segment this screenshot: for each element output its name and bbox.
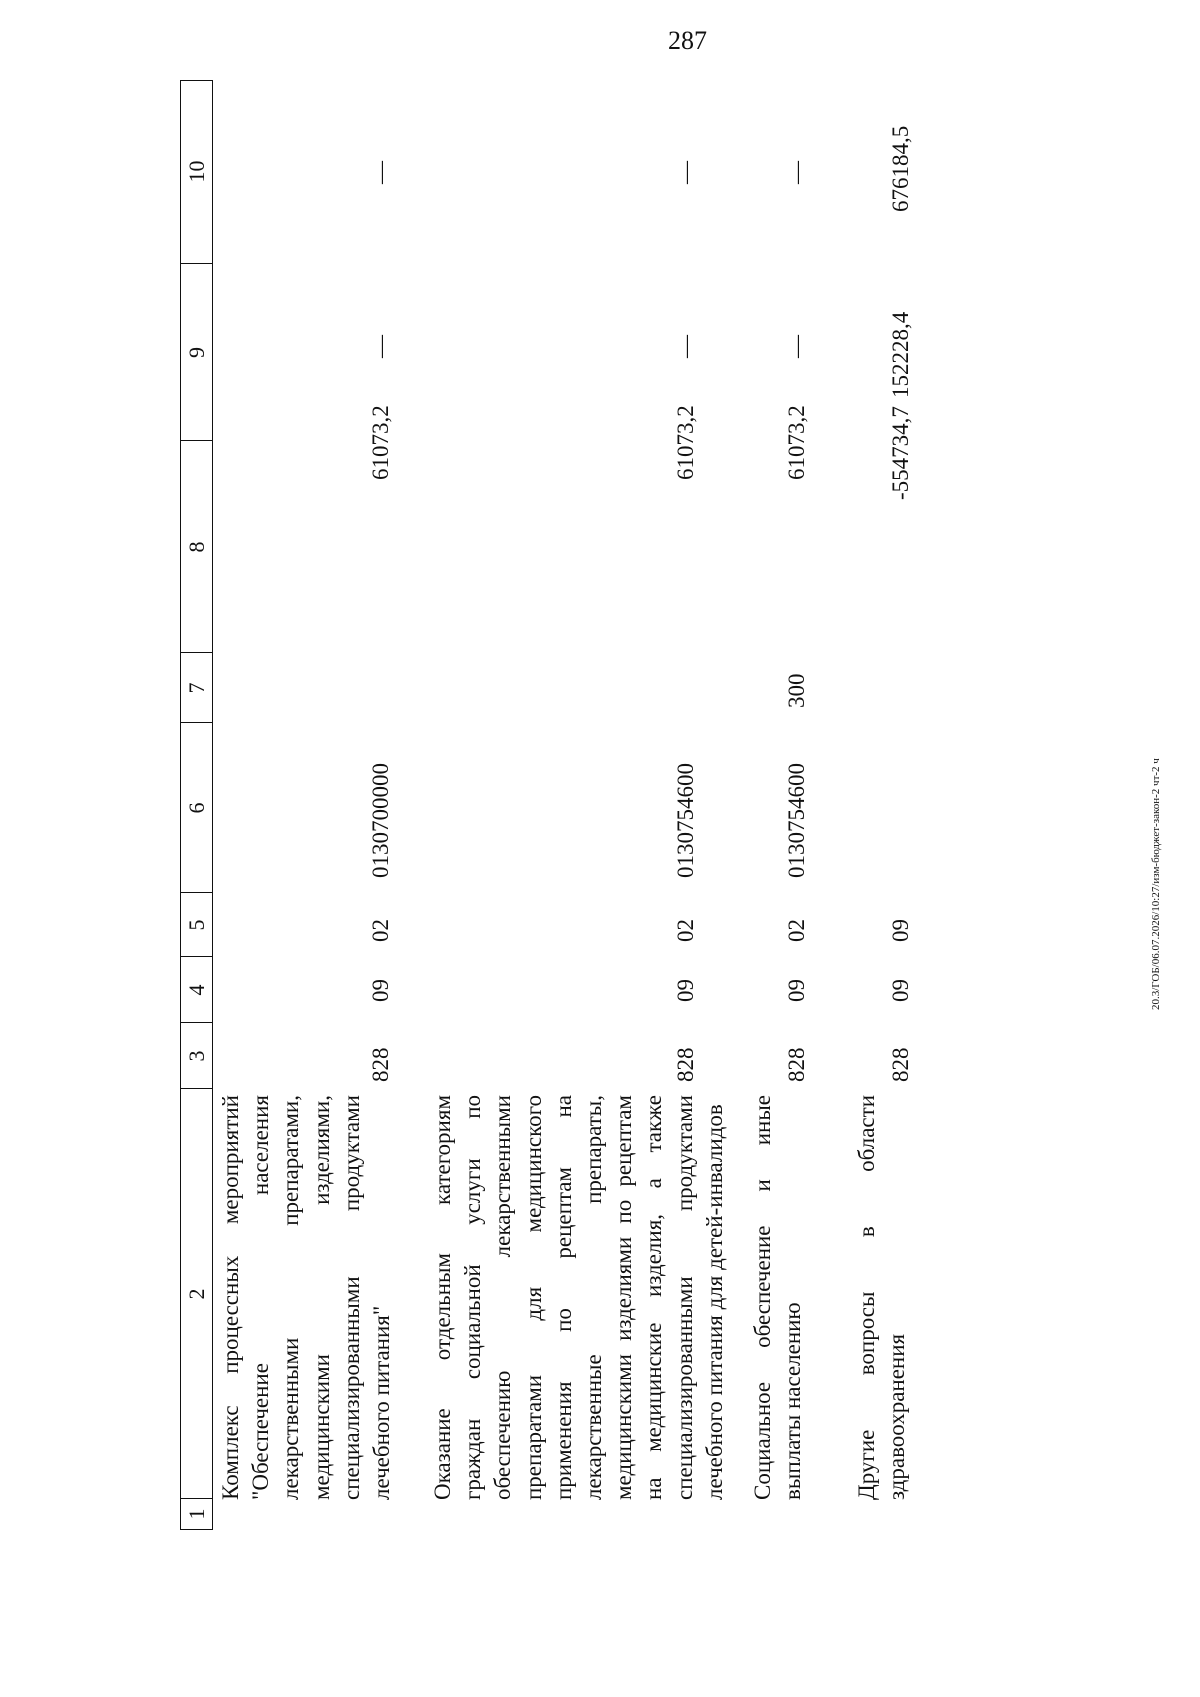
cell-col-5: 02 — [784, 919, 809, 942]
budget-table — [180, 80, 1200, 1530]
header-col-4: 4 — [184, 984, 209, 996]
cell-col-4: 09 — [368, 979, 393, 1002]
table-row — [216, 80, 406, 1530]
cell-col-8: 61073,2 — [673, 405, 698, 480]
cell-col-6: 0130754600 — [784, 763, 809, 878]
header-col-3: 3 — [184, 1050, 209, 1062]
header-col-9: 9 — [184, 347, 209, 358]
row-description: Оказание отдельным категориям граждан социальной услуги по обеспечению лекарственными препаратами для медицинского применения по рецептам на лекарственные препараты, медицинскими изделиями по рецептам на медицинские изделия, а также специализированными продуктами лечебного питания для детей-инвалидов — [430, 1095, 727, 1500]
header-col-6: 6 — [184, 802, 209, 814]
header-col-7: 7 — [184, 682, 209, 694]
header-col-5: 5 — [184, 919, 209, 931]
header-col-10: 10 — [184, 160, 209, 183]
cell-col-4: 09 — [673, 979, 698, 1002]
cell-col-5: 02 — [673, 919, 698, 942]
page-number: 287 — [668, 26, 707, 55]
cell-col-7: 300 — [784, 673, 809, 708]
cell-col-10: — — [673, 161, 698, 184]
cell-col-3: 828 — [784, 1047, 809, 1082]
table-row — [852, 80, 922, 1530]
cell-col-4: 09 — [888, 979, 913, 1002]
footer-document-code: 20.3/ГОБ/06.07.2026/10:27/изм-бюджет-закон-2 чт-2 ч — [1150, 758, 1162, 1010]
cell-col-5: 02 — [368, 919, 393, 942]
cell-col-8: 61073,2 — [368, 405, 393, 480]
row-description: Другие вопросы в области здравоохранения — [854, 1095, 910, 1500]
cell-col-8: 61073,2 — [784, 405, 809, 480]
header-col-8: 8 — [184, 541, 209, 553]
cell-col-10: — — [784, 161, 809, 184]
cell-col-10: — — [368, 161, 393, 184]
cell-col-9: — — [784, 335, 809, 358]
cell-col-9: — — [368, 335, 393, 358]
cell-col-3: 828 — [368, 1047, 393, 1082]
cell-col-3: 828 — [888, 1047, 913, 1082]
table-row — [748, 80, 818, 1530]
header-col-2: 2 — [184, 1288, 209, 1300]
cell-col-4: 09 — [784, 979, 809, 1002]
table-row — [428, 80, 727, 1530]
cell-col-5: 09 — [888, 919, 913, 942]
row-description: Социальное обеспечение и иные выплаты населению — [750, 1095, 806, 1500]
cell-col-3: 828 — [673, 1047, 698, 1082]
cell-col-8: -554734,7 — [888, 406, 913, 500]
table-header-row — [180, 80, 213, 1530]
row-description: Комплекс процессных мероприятий "Обеспечение населения лекарственными препаратами, медицинскими изделиями, специализированными продуктами лечебного питания" — [218, 1095, 395, 1500]
cell-col-9: 152228,4 — [888, 311, 913, 398]
header-col-1: 1 — [184, 1508, 209, 1520]
cell-col-9: — — [673, 335, 698, 358]
cell-col-10: 676184,5 — [888, 125, 913, 212]
cell-col-6: 0130700000 — [368, 763, 393, 878]
cell-col-6: 0130754600 — [673, 763, 698, 878]
